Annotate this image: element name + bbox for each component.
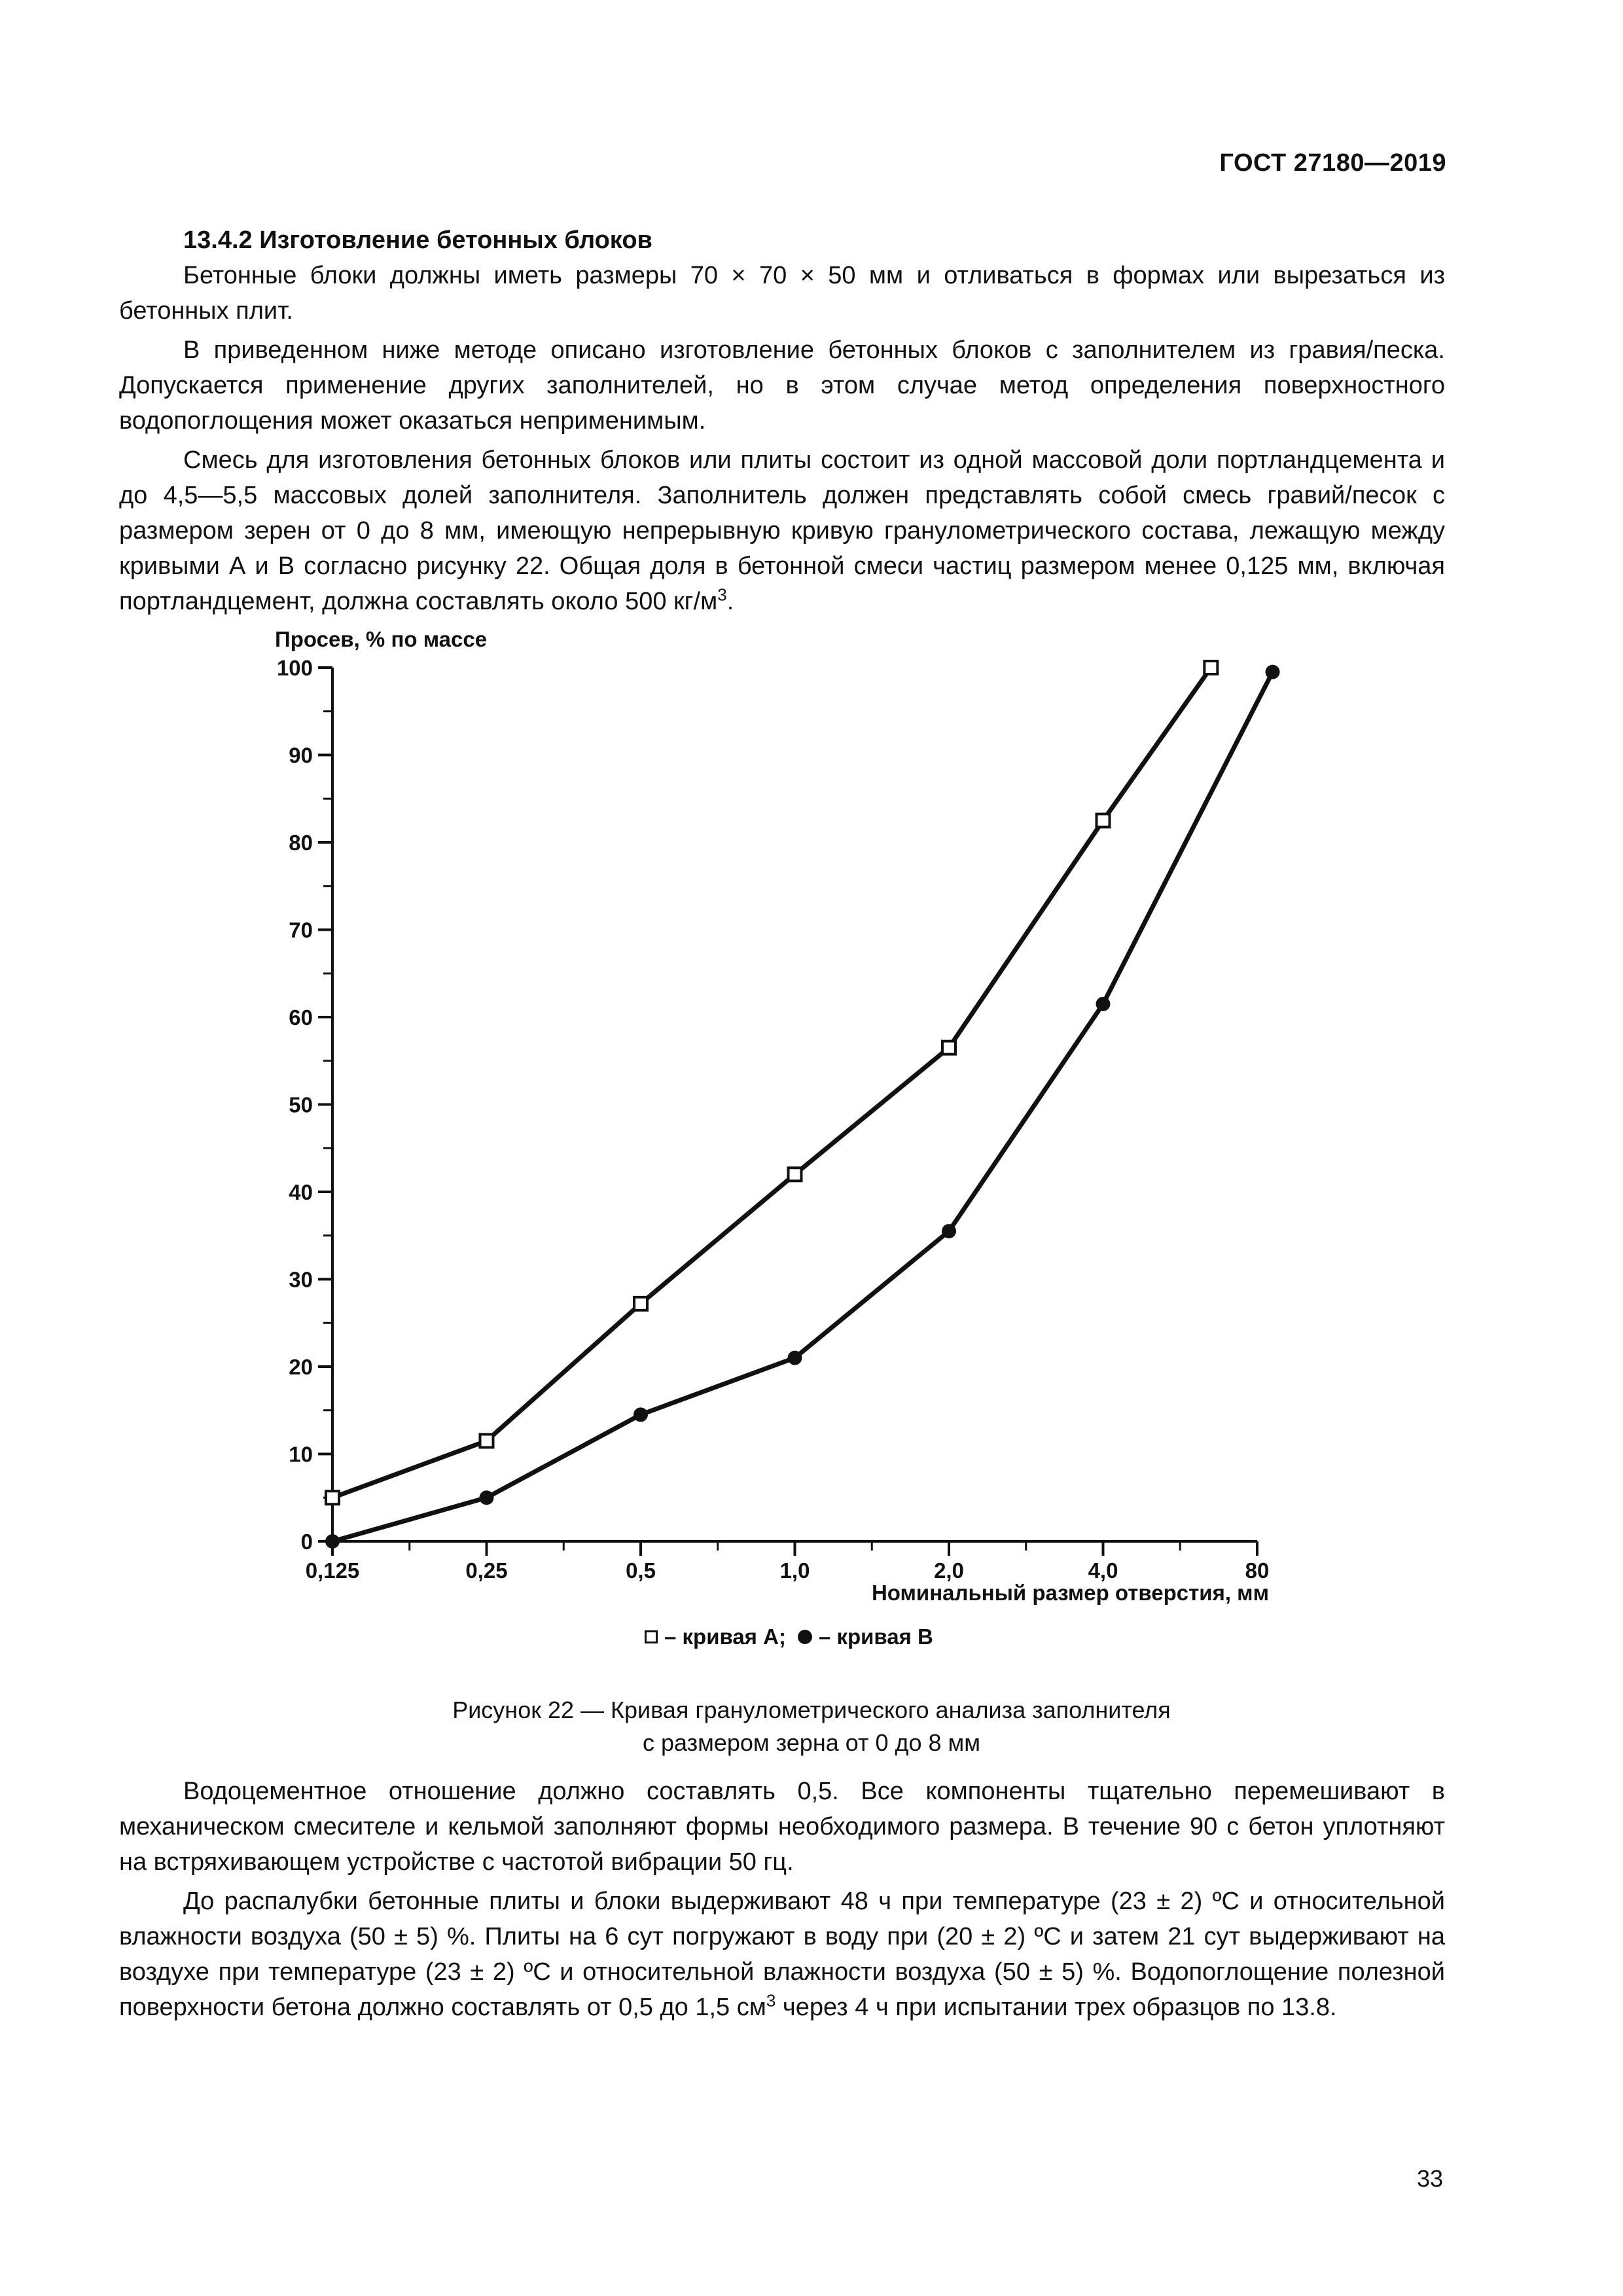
data-point-circle <box>633 1407 648 1422</box>
figure-caption <box>0 1694 1623 1759</box>
y-tick-label: 20 <box>289 1355 313 1379</box>
grading-chart <box>0 609 1623 1656</box>
page-number: 33 <box>1416 2165 1443 2192</box>
y-tick-label: 10 <box>289 1442 313 1467</box>
data-point-square <box>326 1491 339 1504</box>
x-tick-label: 0,25 <box>465 1558 508 1583</box>
caption-line: Рисунок 22 — Кривая гранулометрического анализа заполнителя <box>452 1696 1171 1723</box>
data-point-circle <box>942 1224 956 1238</box>
series-line <box>332 668 1211 1498</box>
y-axis-label: Просев, % по массе <box>275 627 488 651</box>
paragraph-end: через 4 ч при испытании трех образцов по 13.8. <box>776 1994 1337 2021</box>
y-tick-label: 80 <box>289 831 313 855</box>
figure <box>0 609 1623 1656</box>
data-point-square <box>942 1041 955 1054</box>
paragraph-text: До распалубки бетонные плиты и блоки выдерживают 48 ч при температуре (23 ± 2) ºС и относительной влажности воздуха (50 ± 5) %. Плиты на 6 сут погружают в воду при (20 ± 2) ºС и затем 21 сут выдерживают на воздухе при температуре (23 ± 2) ºС и относительной влажности воздуха (50 ± 5) %. Водопоглощение полезной поверхности бетона должно составлять от 0,5 до 1,5 см <box>119 1888 1445 2021</box>
x-tick-label: 0,125 <box>305 1558 360 1583</box>
legend-label-b: – кривая В <box>818 1624 933 1649</box>
x-tick-label: 4,0 <box>1088 1558 1118 1583</box>
series-line <box>332 672 1273 1541</box>
data-point-square <box>480 1434 493 1447</box>
section-heading: 13.4.2 Изготовление бетонных блоков <box>183 226 652 254</box>
circle-marker-icon <box>798 1630 812 1644</box>
data-point-square <box>1097 814 1110 827</box>
paragraph-end: . <box>726 588 734 615</box>
x-tick-label: 1,0 <box>779 1558 810 1583</box>
data-point-square <box>789 1168 802 1181</box>
y-tick-label: 70 <box>289 918 313 942</box>
x-tick-label: 2,0 <box>934 1558 964 1583</box>
data-point-square <box>634 1297 647 1310</box>
superscript: 3 <box>717 584 727 605</box>
paragraph <box>119 442 1445 619</box>
data-point-circle <box>1266 665 1280 679</box>
y-tick-label: 30 <box>289 1267 313 1292</box>
data-point-circle <box>480 1490 494 1505</box>
paragraph: В приведенном ниже методе описано изготовление бетонных блоков с заполнителем из гравия/песка. Допускается применение других заполнителей, но в этом случае метод определения поверхностного водопоглощения может оказаться неприменимым. <box>119 336 1445 435</box>
y-tick-label: 60 <box>289 1005 313 1030</box>
data-point-square <box>1204 661 1217 674</box>
superscript: 3 <box>766 1990 776 2011</box>
square-marker-icon <box>645 1630 658 1643</box>
data-point-circle <box>788 1351 802 1365</box>
data-point-circle <box>325 1534 340 1549</box>
y-tick-label: 100 <box>276 656 313 680</box>
section-text <box>119 223 1445 623</box>
y-tick-label: 90 <box>289 743 313 768</box>
x-tick-label: 80 <box>1245 1558 1270 1583</box>
y-tick-label: 0 <box>300 1530 313 1554</box>
paragraph: Бетонные блоки должны иметь размеры 70 × 70 × 50 мм и отливаться в формах или вырезаться из бетонных плит. <box>119 262 1445 325</box>
x-tick-label: 0,5 <box>626 1558 656 1583</box>
paragraph <box>119 1884 1445 2025</box>
body-text <box>119 1774 1445 2029</box>
x-axis-label: Номинальный размер отверстия, мм <box>871 1581 1269 1605</box>
chart-legend <box>645 1624 933 1649</box>
paragraph: Водоцементное отношение должно составлять 0,5. Все компоненты тщательно перемешивают в механическом смесителе и кельмой заполняют формы необходимого размера. В течение 90 с бетон уплотняют на встряхивающем устройстве с частотой вибрации 50 гц. <box>119 1778 1445 1876</box>
paragraph-text: Смесь для изготовления бетонных блоков или плиты состоит из одной массовой доли портландцемента и до 4,5—5,5 массовых долей заполнителя. Заполнитель должен представлять собой смесь гравий/песок с размером зерен от 0 до 8 мм, имеющую непрерывную кривую гранулометрического состава, лежащую между кривыми А и В согласно рисунку 22. Общая доля в бетонной смеси частиц размером менее 0,125 мм, включая портландцемент, должна составлять около 500 кг/м <box>119 446 1445 615</box>
y-tick-label: 50 <box>289 1092 313 1117</box>
document-id: ГОСТ 27180—2019 <box>1219 149 1446 177</box>
data-point-circle <box>1096 997 1111 1011</box>
caption-line: с размером зерна от 0 до 8 мм <box>642 1729 981 1756</box>
y-tick-label: 40 <box>289 1180 313 1204</box>
legend-label-a: – кривая А; <box>664 1624 786 1649</box>
